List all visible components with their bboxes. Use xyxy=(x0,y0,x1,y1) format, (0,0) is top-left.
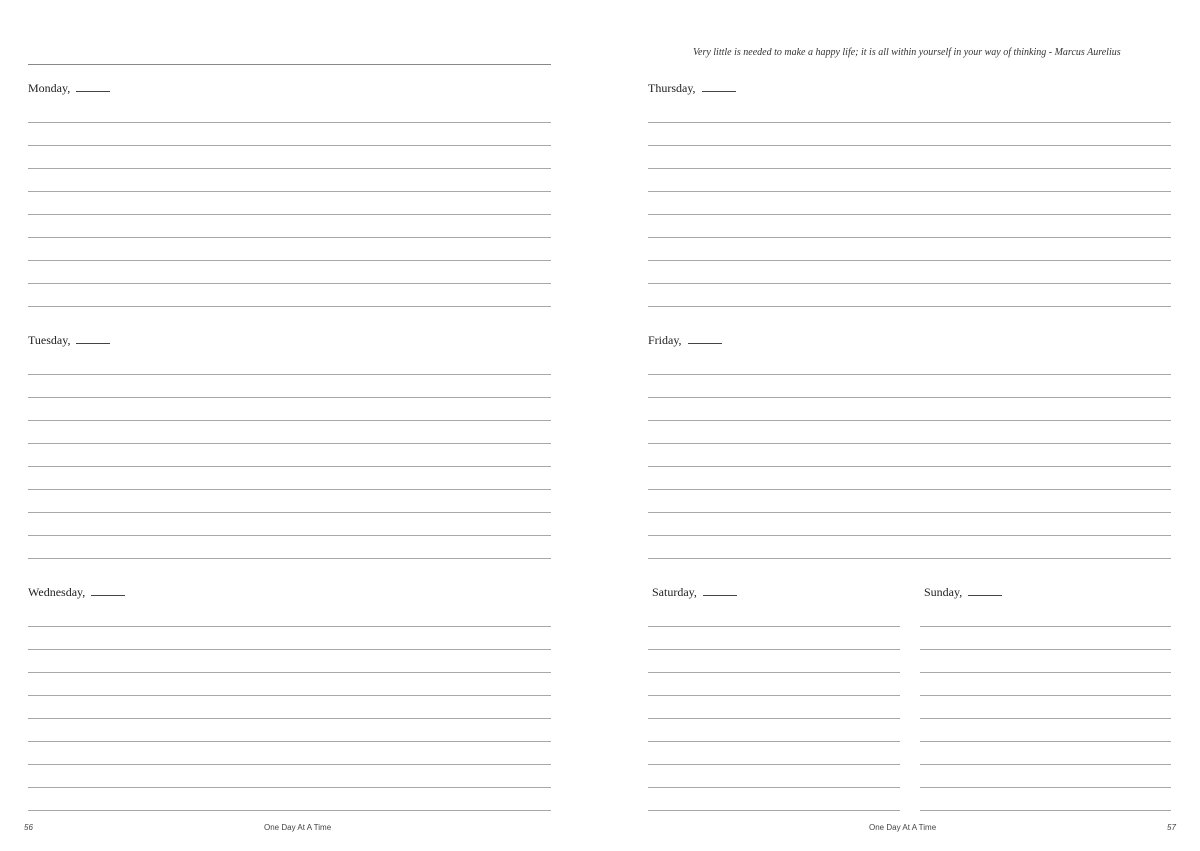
writing-line[interactable] xyxy=(28,191,551,192)
writing-line[interactable] xyxy=(28,420,551,421)
monday-heading xyxy=(28,81,110,95)
writing-line[interactable] xyxy=(28,695,551,696)
writing-line[interactable] xyxy=(28,443,551,444)
writing-line[interactable] xyxy=(28,787,551,788)
writing-line[interactable] xyxy=(920,626,1171,627)
writing-line[interactable] xyxy=(648,626,900,627)
writing-line[interactable] xyxy=(648,306,1171,307)
writing-line[interactable] xyxy=(648,535,1171,536)
top-rule xyxy=(28,64,551,65)
sunday-label: Sunday, xyxy=(924,585,963,599)
running-title-right: One Day At A Time xyxy=(869,823,937,832)
writing-line[interactable] xyxy=(648,420,1171,421)
writing-line[interactable] xyxy=(28,741,551,742)
writing-line[interactable] xyxy=(648,260,1171,261)
writing-line[interactable] xyxy=(28,237,551,238)
writing-line[interactable] xyxy=(648,145,1171,146)
right-page xyxy=(600,0,1200,851)
writing-line[interactable] xyxy=(648,649,900,650)
page-number-right: 57 xyxy=(1167,823,1176,832)
monday-date-blank[interactable] xyxy=(76,82,110,92)
writing-line[interactable] xyxy=(920,741,1171,742)
writing-line[interactable] xyxy=(648,237,1171,238)
tuesday-date-blank[interactable] xyxy=(76,334,110,344)
writing-line[interactable] xyxy=(648,397,1171,398)
writing-line[interactable] xyxy=(648,214,1171,215)
writing-line[interactable] xyxy=(648,512,1171,513)
writing-line[interactable] xyxy=(648,191,1171,192)
friday-label: Friday, xyxy=(648,333,682,347)
writing-line[interactable] xyxy=(28,145,551,146)
tuesday-heading xyxy=(28,333,110,347)
friday-heading xyxy=(648,333,722,347)
saturday-label: Saturday, xyxy=(652,585,697,599)
writing-line[interactable] xyxy=(28,764,551,765)
writing-line[interactable] xyxy=(648,283,1171,284)
writing-line[interactable] xyxy=(648,741,900,742)
writing-line[interactable] xyxy=(28,535,551,536)
writing-line[interactable] xyxy=(28,810,551,811)
thursday-label: Thursday, xyxy=(648,81,696,95)
writing-line[interactable] xyxy=(648,558,1171,559)
writing-line[interactable] xyxy=(28,397,551,398)
writing-line[interactable] xyxy=(28,306,551,307)
writing-line[interactable] xyxy=(28,168,551,169)
writing-line[interactable] xyxy=(648,672,900,673)
writing-line[interactable] xyxy=(28,260,551,261)
writing-line[interactable] xyxy=(648,764,900,765)
writing-line[interactable] xyxy=(920,718,1171,719)
writing-line[interactable] xyxy=(28,122,551,123)
writing-line[interactable] xyxy=(648,466,1171,467)
running-title-left: One Day At A Time xyxy=(264,823,332,832)
writing-line[interactable] xyxy=(28,214,551,215)
writing-line[interactable] xyxy=(648,122,1171,123)
page-number-left: 56 xyxy=(24,823,33,832)
thursday-date-blank[interactable] xyxy=(702,82,736,92)
thursday-heading xyxy=(648,81,736,95)
writing-line[interactable] xyxy=(28,626,551,627)
wednesday-heading xyxy=(28,585,125,599)
sunday-heading xyxy=(924,585,1002,599)
writing-line[interactable] xyxy=(648,718,900,719)
writing-line[interactable] xyxy=(648,374,1171,375)
monday-label: Monday, xyxy=(28,81,71,95)
writing-line[interactable] xyxy=(648,168,1171,169)
quote: Very little is needed to make a happy life; it is all within yourself in your way of thinking - Marcus Aurelius xyxy=(693,47,1121,58)
writing-line[interactable] xyxy=(920,764,1171,765)
tuesday-label: Tuesday, xyxy=(28,333,71,347)
writing-line[interactable] xyxy=(920,649,1171,650)
friday-date-blank[interactable] xyxy=(688,334,722,344)
writing-line[interactable] xyxy=(28,558,551,559)
wednesday-label: Wednesday, xyxy=(28,585,86,599)
writing-line[interactable] xyxy=(648,787,900,788)
writing-line[interactable] xyxy=(648,810,900,811)
writing-line[interactable] xyxy=(920,695,1171,696)
writing-line[interactable] xyxy=(28,649,551,650)
saturday-heading xyxy=(652,585,737,599)
writing-line[interactable] xyxy=(28,718,551,719)
writing-line[interactable] xyxy=(920,672,1171,673)
wednesday-date-blank[interactable] xyxy=(91,586,125,596)
writing-line[interactable] xyxy=(648,443,1171,444)
saturday-date-blank[interactable] xyxy=(703,586,737,596)
writing-line[interactable] xyxy=(28,672,551,673)
writing-line[interactable] xyxy=(28,512,551,513)
writing-line[interactable] xyxy=(28,489,551,490)
writing-line[interactable] xyxy=(920,787,1171,788)
writing-line[interactable] xyxy=(28,466,551,467)
writing-line[interactable] xyxy=(648,695,900,696)
sunday-date-blank[interactable] xyxy=(968,586,1002,596)
writing-line[interactable] xyxy=(28,283,551,284)
writing-line[interactable] xyxy=(920,810,1171,811)
writing-line[interactable] xyxy=(28,374,551,375)
writing-line[interactable] xyxy=(648,489,1171,490)
